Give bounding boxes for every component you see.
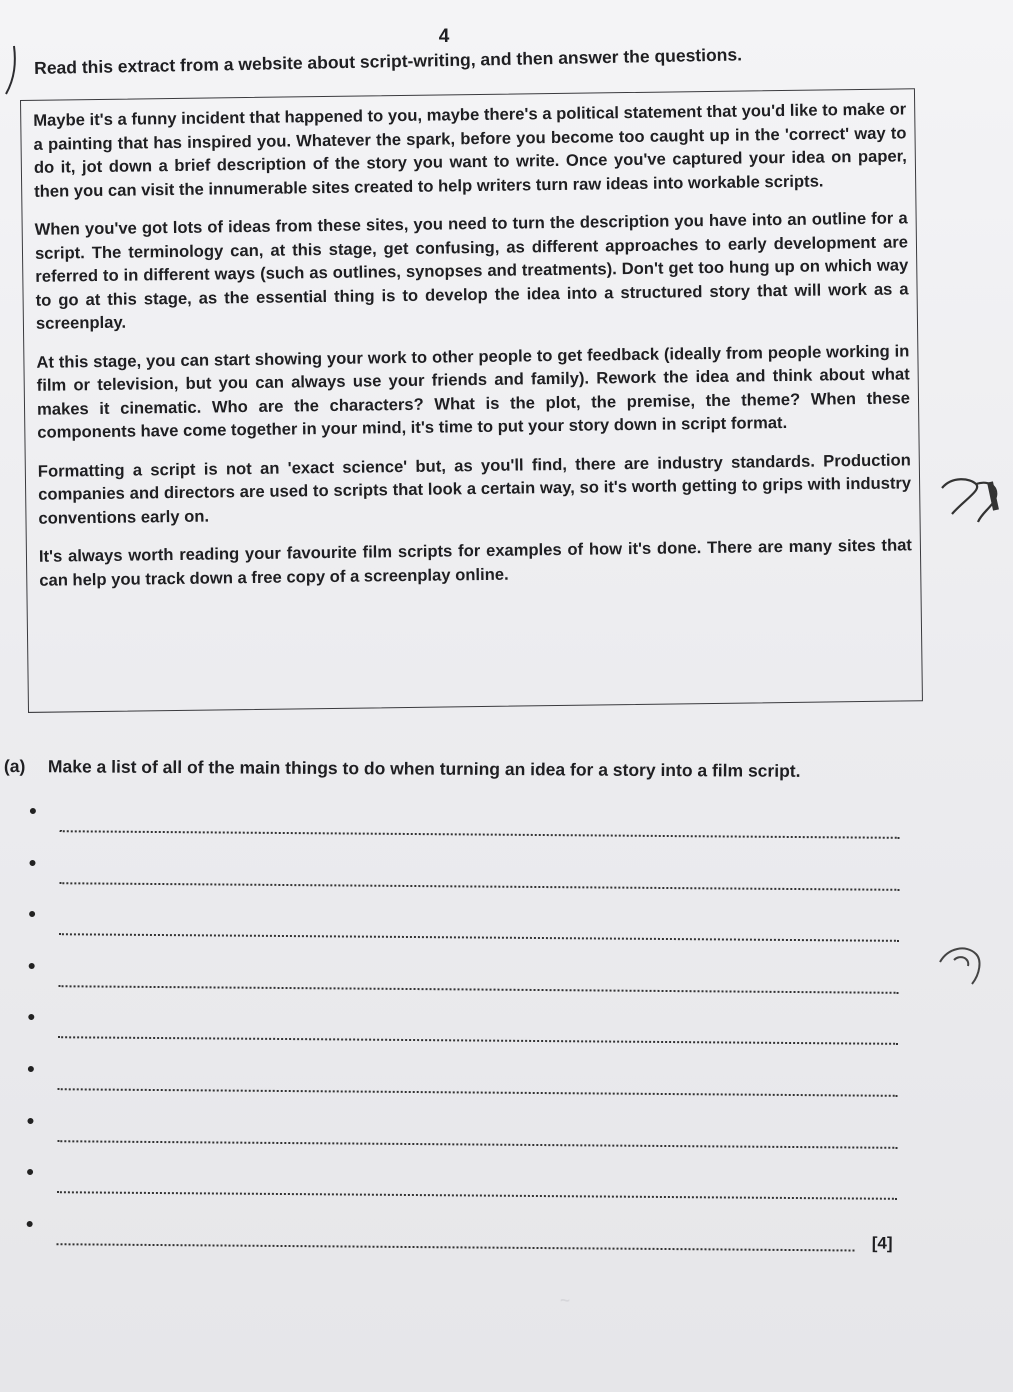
extract-paragraph: Maybe it's a funny incident that happened to you, maybe there's a political statement that you'd like to make or a painting that has inspired you. Whatever the spark, before you become too caught up in the 'correct' way to do it, jot down a brief description of the story you want to write. Once you've captured your idea on paper, then you can visit the innumerable sites created to help writers turn raw ideas into workable scripts. <box>33 99 907 201</box>
answer-line[interactable] <box>58 1088 898 1097</box>
intro-instruction: Read this extract from a website about script-writing, and then answer the questions. <box>34 44 743 78</box>
margin-pen-squiggle <box>930 940 1010 1000</box>
bullet-icon <box>30 808 36 814</box>
bullet-icon <box>29 911 35 917</box>
question-label: (a) <box>3 756 26 777</box>
marks-label: [4] <box>871 1233 893 1253</box>
bullet-icon <box>27 1118 33 1124</box>
answer-line[interactable] <box>59 882 899 891</box>
answer-row[interactable] <box>28 955 898 1013</box>
question-text: Make a list of all of the main things to do when turning an idea for a story into a film script. <box>47 756 801 781</box>
extract-paragraph: When you've got lots of ideas from these sites, you need to turn the description you have into an outline for a script. The terminology can, at this stage, get confusing, as different approaches to early development are referred to in different ways (such as outlines, synopses and treatments). Don't get too hung up on which way to go at this stage, as the essential thing is to develop the idea into a structured story that will work as a screenplay. <box>34 208 909 333</box>
answer-row[interactable] <box>28 1006 898 1064</box>
page-number: 4 <box>438 26 450 47</box>
answer-line[interactable] <box>59 933 899 942</box>
answer-lines <box>26 800 900 1271</box>
bullet-icon <box>28 1014 34 1020</box>
extract-paragraph: At this stage, you can start showing your work to other people to get feedback (ideally from people working in film or television, but you can always use your friends and family). Rework the idea and think about what makes it cinematic. Who are the characters? What is the plot, the premise, the theme? When these components have come together in your mind, it's time to put your story down in script format. <box>36 340 911 442</box>
answer-line[interactable] <box>57 1140 897 1149</box>
bullet-icon <box>27 1169 33 1175</box>
answer-line[interactable] <box>57 1191 897 1200</box>
answer-line[interactable] <box>60 830 900 839</box>
answer-row[interactable] <box>27 1110 897 1168</box>
answer-line[interactable] <box>57 1243 855 1251</box>
show-through-text: ~ <box>560 1291 570 1310</box>
answer-row[interactable] <box>26 1213 896 1271</box>
question-a <box>4 756 904 782</box>
answer-row[interactable] <box>27 1161 897 1219</box>
bullet-icon <box>29 860 35 866</box>
bullet-icon <box>28 1066 34 1072</box>
extract-paragraph: Formatting a script is not an 'exact science' but, as you'll find, there are industry standards. Production companies and directors are used to scripts that look a certain way, so it's worth getting to grips with industry conventions early on. <box>37 449 912 528</box>
answer-row[interactable] <box>28 1058 898 1116</box>
bullet-icon <box>27 1221 33 1227</box>
answer-row[interactable] <box>29 903 899 961</box>
margin-pen-squiggle <box>930 470 1010 530</box>
answer-line[interactable] <box>59 985 899 994</box>
answer-row[interactable] <box>29 852 899 910</box>
bullet-icon <box>29 963 35 969</box>
answer-row[interactable] <box>30 800 900 858</box>
extract-box <box>20 88 923 713</box>
answer-line[interactable] <box>58 1037 898 1046</box>
extract-paragraph: It's always worth reading your favourite film scripts for examples of how it's done. There are many sites that can help you track down a free copy of a screenplay online. <box>38 535 913 590</box>
